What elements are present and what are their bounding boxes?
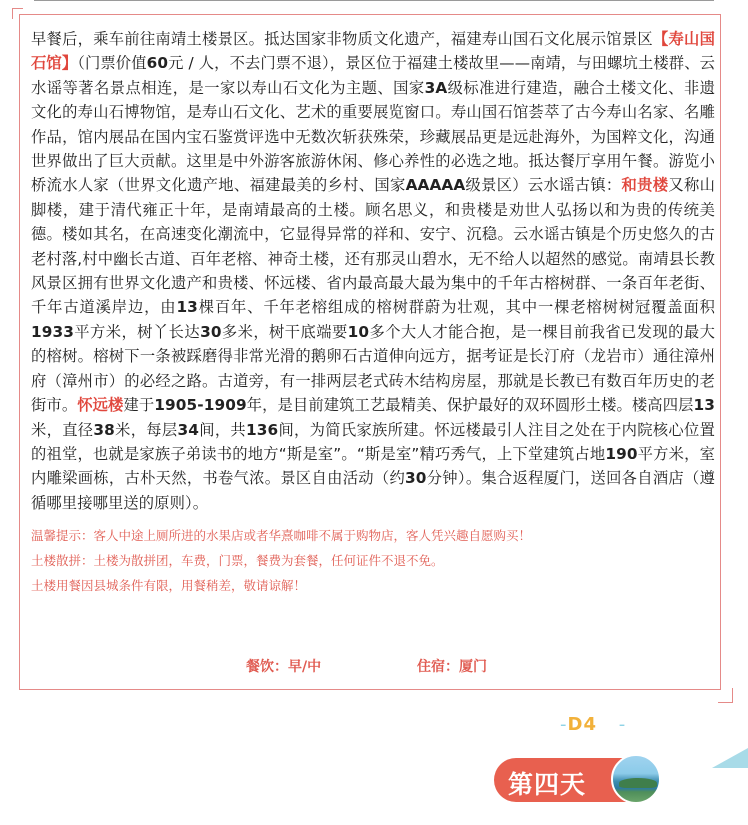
num-30: 30: [200, 322, 222, 341]
note-meal: 土楼用餐因县城条件有限，用餐稍差，敬请谅解！: [31, 578, 307, 594]
itinerary-content: [31, 27, 715, 598]
highlight-shoushan-museum: 【寿山国石馆】: [31, 30, 715, 73]
highlight-hegui-building: 和贵楼: [621, 176, 669, 195]
day-badge-label: 第四天: [508, 770, 587, 799]
rooms-136: 136: [246, 420, 279, 439]
body-text: 间，共: [199, 420, 247, 439]
meals-label: 餐饮：早/中: [246, 659, 322, 675]
body-text: 平方米，室内雕梁画栋，古朴天然，书卷气浓。景区自由活动（约: [31, 444, 715, 488]
body-text: 级景区）云水谣古镇：: [465, 176, 622, 195]
grade-5a: AAAAA: [405, 176, 466, 195]
height-13: 13: [693, 396, 716, 415]
note-group: 土楼散拼：土楼为散拼团，车费，门票，餐费为套餐，任何证件不退不免。: [31, 553, 444, 569]
highlight-huaiyuan-building: 怀远楼: [77, 396, 124, 415]
body-text: 又称山脚楼，建于清代雍正十年，是南靖最高的土楼。顾名思义，和贵楼是劝世人弘扬以和为贵的传统美德。楼如其名，在高速变化潮流中，它显得异常的祥和、安宁、沉稳。云水谣古镇是个历史悠久的古老村落,村中幽长古道、百年老榕、神奇土楼，还有那灵山碧水，无不给人以超然的感觉。南靖县长教风景区拥有世界文化遗产和贵楼、怀远楼、省内最高最大最为集中的千年古榕树群、一条百年老街、千年古道溪岸边，由: [31, 176, 715, 317]
island-photo-icon: [611, 754, 661, 804]
num-10: 10: [347, 322, 370, 341]
body-text: 多米，树干底端要: [221, 322, 348, 341]
body-text: 间，为简氏家族所建。怀远楼最引人注目之处在于内院核心位置的祖堂，也就是家族子弟读书的地方“斯是室”。“斯是室”精巧秀气，上下堂建筑占地: [31, 420, 715, 463]
decorative-triangle: [712, 748, 748, 768]
island-shape: [619, 778, 657, 788]
area-190: 190: [605, 444, 638, 463]
body-text: 棵百年、千年老榕组成的榕树群蔚为壮观，其中一棵老榕树树冠覆盖面积: [197, 298, 716, 317]
num-1933: 1933: [31, 322, 74, 341]
dash-left: -: [560, 714, 568, 735]
intro-text: 早餐后，乘车前往南靖土楼景区。抵达国家非物质文化遗产，福建寿山国石文化展示馆景区: [31, 30, 653, 48]
grade-3a: 3A: [424, 78, 448, 97]
minutes-30: 30: [405, 469, 427, 488]
body-text: 元 / 人，不去门票不退），景区位于福建土楼故里——南靖，与田螺坑土楼群、云水谣等著名景点相连，是一家以寿山石文化为主题、国家: [31, 54, 715, 97]
accommodation-label: 住宿：厦门: [417, 659, 487, 675]
body-text: 建于: [123, 396, 155, 415]
itinerary-paragraph: [31, 27, 715, 515]
body-text: 米，每层: [114, 420, 178, 439]
body-text: 多个大人才能合抱，是一棵目前我省已发现的最大的榕树。榕树下一条被踩磨得非常光滑的鹅卵石古道伸向远方，据考证是长汀府（龙岩市）通往漳州府（漳州市）的必经之路。古道旁，有一排两层老式砖木结构房屋，那就是长教已有数百年历史的老街市。: [31, 322, 716, 415]
year-range: 1905-1909: [154, 396, 247, 415]
body-text: 年，是目前建筑工艺最精美、保护最好的双环圆形土楼。楼高四层: [246, 396, 694, 415]
rooms-34: 34: [177, 420, 200, 439]
dash-right: -: [618, 714, 627, 735]
body-text: 平方米，树丫长达: [73, 322, 201, 341]
note-tip: 温馨提示：客人中途上厕所进的水果店或者华熹咖啡不属于购物店，客人凭兴趣自愿购买！: [31, 528, 532, 544]
notes-list: [31, 523, 715, 598]
body-text: （门票价值: [77, 54, 147, 73]
body-text: 米，直径: [31, 420, 94, 439]
body-text: 分钟）。集合返程厦门，送回各自酒店（遵循哪里接哪里送的原则）。: [31, 469, 715, 512]
day-marker: [560, 714, 626, 735]
meals-accommodation-row: [31, 653, 715, 679]
body-text: 级标准进行建造，融合土楼文化、非遗文化的寿山石博物馆，是寿山石文化、艺术的重要展览窗口。寿山国石馆荟萃了古今寿山名家、名雕作品，馆内展品在国内宝石鉴赏评选中无数次斩获殊荣，珍藏展品更是远赴海外，为国粹文化，沟通世界做出了巨大贡献。这里是中外游客旅游休闲、修心养性的必选之地。抵达餐厅享用午餐。游览小桥流水人家（世界文化遗产地、福建最美的乡村、国家: [31, 78, 715, 195]
ticket-price: 60: [146, 54, 169, 73]
frame-corner-bottom-right: [718, 688, 733, 703]
diameter-38: 38: [93, 420, 115, 439]
top-divider: [34, 0, 714, 1]
day-code: D4: [567, 714, 597, 735]
num-13: 13: [176, 298, 198, 317]
